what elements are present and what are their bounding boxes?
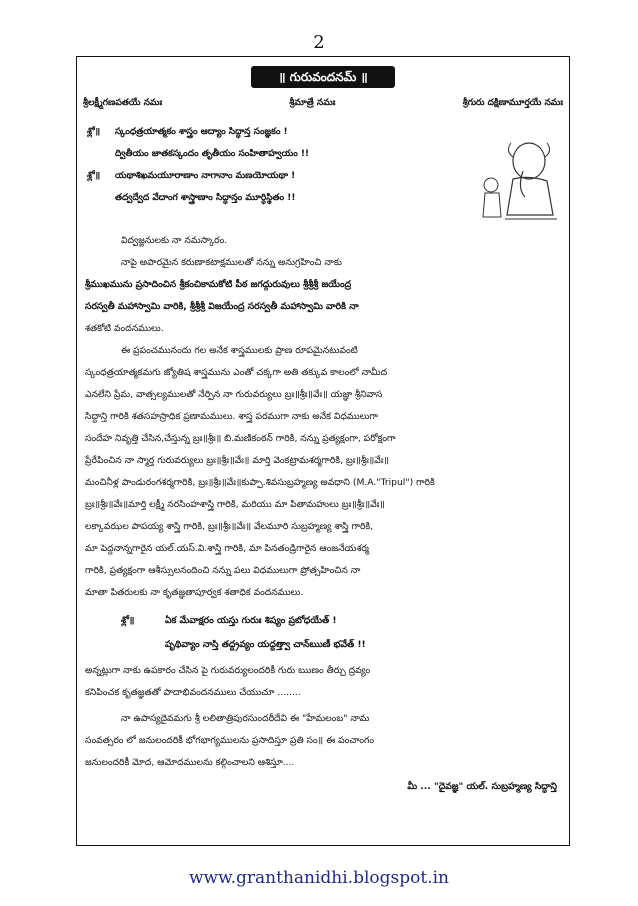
closing-line: సంవత్సరం లో జనులందరికీ భోగభాగ్యములను ప్రసాదిస్తూ ప్రతి సం॥ ఈ పంచాంగం: [85, 735, 375, 746]
heading-banner: ॥ గురువందనమ్ ॥: [251, 66, 395, 88]
closing-line: కనిపించక కృతజ్ఞతతో పాదాభివందనములు చేయుచూ ........: [85, 687, 301, 698]
body-line: శ్రీముఖమును ప్రసాదించిన శ్రీకంచికామకోటి పీఠ జగద్గురువులు శ్రీశ్రీశ్రీ జయేంద్ర: [85, 279, 352, 290]
verse-line: శ్లో॥ స్కంధత్రయాత్మకం శాస్త్రం ఆద్యాం సిద్ధాన్త సంజ్ఞకం !: [87, 127, 288, 137]
body-line: ఎనలేని ప్రేమ, వాత్సల్యములతో నేర్పిన నా గురువర్యులు బ్రః॥శ్రీః॥వేః॥ యజ్ఞా శ్రీనివాస: [85, 389, 383, 400]
closing-verse-line-2: పృథివ్యాం నాస్తి తద్ద్రవ్యం యద్దత్త్వా చాన్ఋణీ భవేత్ !!: [165, 639, 366, 650]
body-line: మంచినీళ్ల పాండురంగశర్మగారికి, బ్రః॥శ్రీః॥వేః॥కుప్పా.శివసుబ్రహ్మణ్య అవధాని (M.A."Tripul") గారికి: [85, 477, 435, 488]
body-line: సిద్ధాన్తి గారికి శతసహస్రాధిక ప్రణామములు. శాస్త్ర పరముగా నాకు అనేక విధములుగా: [85, 411, 378, 422]
page-number: 2: [313, 32, 325, 53]
footer-website-link[interactable]: www.granthanidhi.blogspot.in: [188, 868, 449, 888]
body-line: సందేహ నివృత్తి చేసిన,చేస్తున్న బ్రః॥శ్రీః॥ బి.మణికంఠన్ గారికి, నన్ను ప్రత్యక్షంగా, పరోక్షంగా: [85, 433, 396, 444]
body-line: ఈ ప్రపంచమునందు గల అనేక శాస్త్రములకు ప్రాణ రూపమైనటువంటి: [121, 345, 358, 356]
body-line: బ్రః॥శ్రీః॥వేః॥మార్తి లక్ష్మీ నరసింహశాస్త్రి గారికి, మరియు మా పితామహులు బ్రః॥శ్రీః॥వేః॥: [85, 499, 385, 510]
body-line: విద్వజ్జనులకు నా నమస్కారం.: [121, 235, 228, 246]
verse-line: ద్వితీయం జాతకస్కందం తృతీయం సంహితాహ్వయం !!: [115, 149, 310, 159]
invocation-guru: శ్రీగురు దక్షిణామూర్తయే నమః: [462, 98, 563, 108]
closing-line: అన్నట్లుగా నాకు ఉపకారం చేసిన పై గురువర్యులందరికీ గురు ఋణం తీర్చు ద్రవ్యం: [85, 665, 371, 676]
invocation-ganapati: శ్రీలక్ష్మీగణపతయే నమః: [83, 98, 163, 108]
body-line: గారికి, ప్రత్యక్షంగా ఆశీస్సులనందించి నన్ను పలు విధములుగా ప్రోత్సహించిన నా: [85, 565, 361, 576]
closing-line: నా ఉపాస్యదైవమగు శ్రీ లలితాత్రిపురసుందరీదేవి ఈ "హేమలంబ" నామ: [121, 713, 370, 724]
closing-verse-line-1: శ్లో॥ ఏక మేవాక్షరం యస్తు గురుః శిష్యం ప్రబోధయేత్ !: [121, 615, 337, 626]
closing-line: జనులందరికీ మోద, ఆమోదములను కల్గించాలని ఆశిస్తూ....: [85, 757, 295, 768]
body-line: నాపై అపారమైన కరుణాకటాక్షములతో నన్ను అనుగ్రహించి నాకు: [121, 257, 342, 268]
body-line: సరస్వతీ మహాస్వామి వారికి, శ్రీశ్రీశ్రీ విజయేంద్ర సరస్వతీ మహాస్వామి వారికి నా: [85, 301, 359, 312]
body-line: ప్రేరేపించిన నా స్మార్త గురువర్యులు బ్రః॥శ్రీః॥వేః॥ మార్తి వెంకట్రామశర్మగారికి, బ్రః॥శ్రీః॥వేః॥: [85, 455, 390, 466]
invocation-row: [83, 98, 563, 110]
body-line: లక్కావఝల పాపయ్య శాస్త్రి గారికి, బ్రః॥శ్రీః॥వేః॥ వేలమూరి సుబ్రహ్మణ్య శాస్త్రి గారికి,: [85, 521, 374, 532]
signature: మీ ... "దైవజ్ఞ" యల్. సుబ్రహ్మణ్య సిద్ధాన్తి: [407, 781, 557, 792]
verse-line: తద్వద్వేద వేదాంగ శాస్త్రాణాం సిద్ధాన్తం మూర్ధిస్థితం !!: [115, 193, 296, 203]
body-line: శతకోటి వందనములు.: [85, 323, 164, 334]
body-line: స్కంధత్రయాత్మకమగు జ్యోతిష శాస్త్రమును ఎంతో చక్కగా అతి తక్కువ కాలంలో నామీద: [85, 367, 388, 378]
invocation-mata: శ్రీమాత్రే నమః: [289, 98, 336, 108]
body-line: మా పెద్దనాన్నగారైన యల్.యస్.వి.శాస్త్రి గారికి, మా పినతండ్రిగారైన ఆంజనేయశర్మ: [85, 543, 369, 554]
ganesha-illustration-icon: [477, 131, 563, 229]
body-line: మాతా పితరులకు నా కృతజ్ఞతాపూర్వక శతాధిక వందనములు.: [85, 587, 304, 598]
content-frame: [76, 56, 570, 846]
verse-line: శ్లో॥ యథాశిఖమయూరాణాం నాగానాం మణయోయథా !: [87, 171, 296, 181]
